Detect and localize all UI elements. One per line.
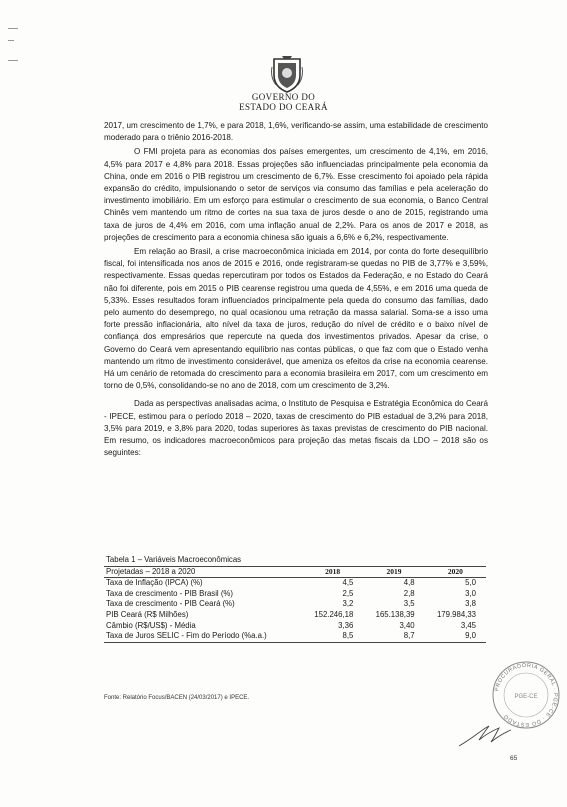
- cell: 8,7: [363, 631, 424, 642]
- row-label: Taxa de Juros SELIC - Fim do Período (%a.a.): [104, 631, 302, 642]
- paragraph: Dada as perspectivas analisadas acima, o Instituto de Pesquisa e Estratégia Econômica do Ceará - IPECE, estimou para o período 2018 – 2020, taxas de crescimento do PIB estadual de 3,2% para 2018, 3,5% para 2019, e 3,8% para 2020, todas superiores às taxas previstas de crescimento do PIB nacional. Em resumo, os indicadores macroeconômicos para projeção das metas fiscais da LDO – 2018 são os seguintes:: [104, 399, 488, 458]
- svg-text:PROCURADORIA GERAL · PGE-CE ·: PROCURADORIA GERAL · PGE-CE · DO ESTADO: [494, 662, 559, 728]
- cell: 3,0: [465, 588, 476, 598]
- table-header-year: 2018: [302, 566, 363, 578]
- cell: 2,8: [403, 588, 415, 598]
- cell: 3,36: [338, 620, 354, 630]
- table-caption: Projetadas – 2018 a 2020: [104, 566, 302, 578]
- table-row: [104, 589, 486, 600]
- cell: 3,2: [342, 599, 354, 609]
- table-caption: Tabela 1 – Variáveis Macroeconômicas: [106, 555, 242, 564]
- cell: 3,8: [465, 599, 476, 609]
- svg-text:PGE-CE: PGE-CE: [514, 694, 538, 700]
- macroeconomic-table: [104, 555, 486, 643]
- cell: 152.246,18: [314, 609, 354, 619]
- table-row: [104, 631, 486, 642]
- table-header-row: [104, 566, 486, 578]
- ceara-crest-icon: [270, 53, 304, 93]
- table-source: Fonte: Relatório Focus/BACEN (24/03/2017) e IPECE.: [104, 695, 250, 701]
- table-row: [104, 599, 486, 610]
- cell: 3,5: [403, 599, 415, 609]
- table-row: [104, 578, 486, 589]
- paragraph: O FMI projeta para as economias dos países emergentes, um crescimento de 4,1%, em 2016, 4,5% para 2017 e 4,8% para 2018. Essas projeções são influenciadas principalmente pela economia da China, onde em 2016 o PIB registrou um crescimento de 6,7%. Esse crescimento foi apoiado pela rápida expansão do crédito, impulsionando o setor de serviços via consumo das famílias e pela aceleração do investimento imobiliário. Em um esforço para estimular o crescimento de sua economia, o Banco Central Chinês vem mantendo um ritmo de cortes na sua taxa de juros desde o ano de 2015, registrando uma taxa de juros de 4,4% em 2016, com uma inflação anual de 2,2%. Para os anos de 2017 e 2018, as projeções de crescimento para a economia chinesa são iguais a 6,6% e 6,2%, respectivamente.: [104, 147, 488, 242]
- table-header-year: 2019: [363, 566, 424, 578]
- row-label: PIB Ceará (R$ Milhões): [106, 609, 189, 619]
- scan-mark: [8, 28, 18, 29]
- cell: 4,5: [342, 578, 354, 588]
- body-text: [104, 120, 488, 459]
- cell: 9,0: [425, 631, 486, 642]
- row-label: Câmbio (R$/US$) - Média: [106, 620, 196, 630]
- page-number: 65: [510, 755, 518, 762]
- table-header-year: 2020: [425, 566, 486, 578]
- table-caption-row: [104, 555, 486, 566]
- paragraph: 2017, um crescimento de 1,7%, e para 2018, 1,6%, verificando-se assim, uma estabilidade de crescimento moderado para o triênio 2016-2018.: [104, 121, 488, 143]
- scan-mark: [8, 40, 14, 41]
- cell: 5,0: [465, 578, 476, 588]
- cell: 8,5: [302, 631, 363, 642]
- table-row: [104, 610, 486, 621]
- cell: 2,5: [342, 588, 354, 598]
- header-line-1: GOVERNO DO: [251, 92, 316, 102]
- scan-mark: [8, 60, 18, 61]
- row-label: Taxa de Inflação (IPCA) (%): [106, 578, 203, 588]
- cell: 179.984,33: [436, 609, 476, 619]
- row-label: Taxa de crescimento - PIB Ceará (%): [106, 599, 235, 609]
- table-row: [104, 621, 486, 632]
- cell: 4,8: [403, 578, 415, 588]
- paragraph: Em relação ao Brasil, a crise macroeconômica iniciada em 2014, por conta do forte desequilíbrio fiscal, foi intensificada nos anos de 2015 e 2016, onde registraram-se quedas no PIB de 3,77% e 3,59%, respectivamente. Essas quedas repercutiram por todos os Estados da Federação, e no Estado do Ceará não foi diferente, pois em 2015 o PIB cearense registrou uma queda de 4,55%, e em 2016 uma queda de 5,33%. Esses resultados foram influenciados principalmente pela queda do consumo das famílias, dado pelo aumento do desemprego, no qual ocasionou uma retração da massa salarial. Soma-se a isso uma forte pressão inflacionária, alto nível da taxa de juros, redução do nível de crédito e o baixo nível de confiança dos empresários que repercute na queda dos investimentos privados. Apesar da crise, o Governo do Ceará vem apresentando equilíbrio nas contas públicas, o que faz com que o Estado venha mantendo um ritmo de investimento considerável, que ameniza os efeitos da crise na economia cearense. Há um cenário de retomada do crescimento para a economia brasileira em 2017, com um crescimento em torno de 0,5%, consolidando-se no ano de 2018, com um crescimento de 3,2%.: [104, 247, 488, 391]
- cell: 3,40: [399, 620, 415, 630]
- header-line-2: ESTADO DO CEARÁ: [239, 102, 328, 112]
- row-label: Taxa de crescimento - PIB Brasil (%): [106, 588, 233, 598]
- cell: 3,45: [460, 620, 476, 630]
- cell: 165.138,39: [375, 609, 415, 619]
- signature: [455, 720, 515, 750]
